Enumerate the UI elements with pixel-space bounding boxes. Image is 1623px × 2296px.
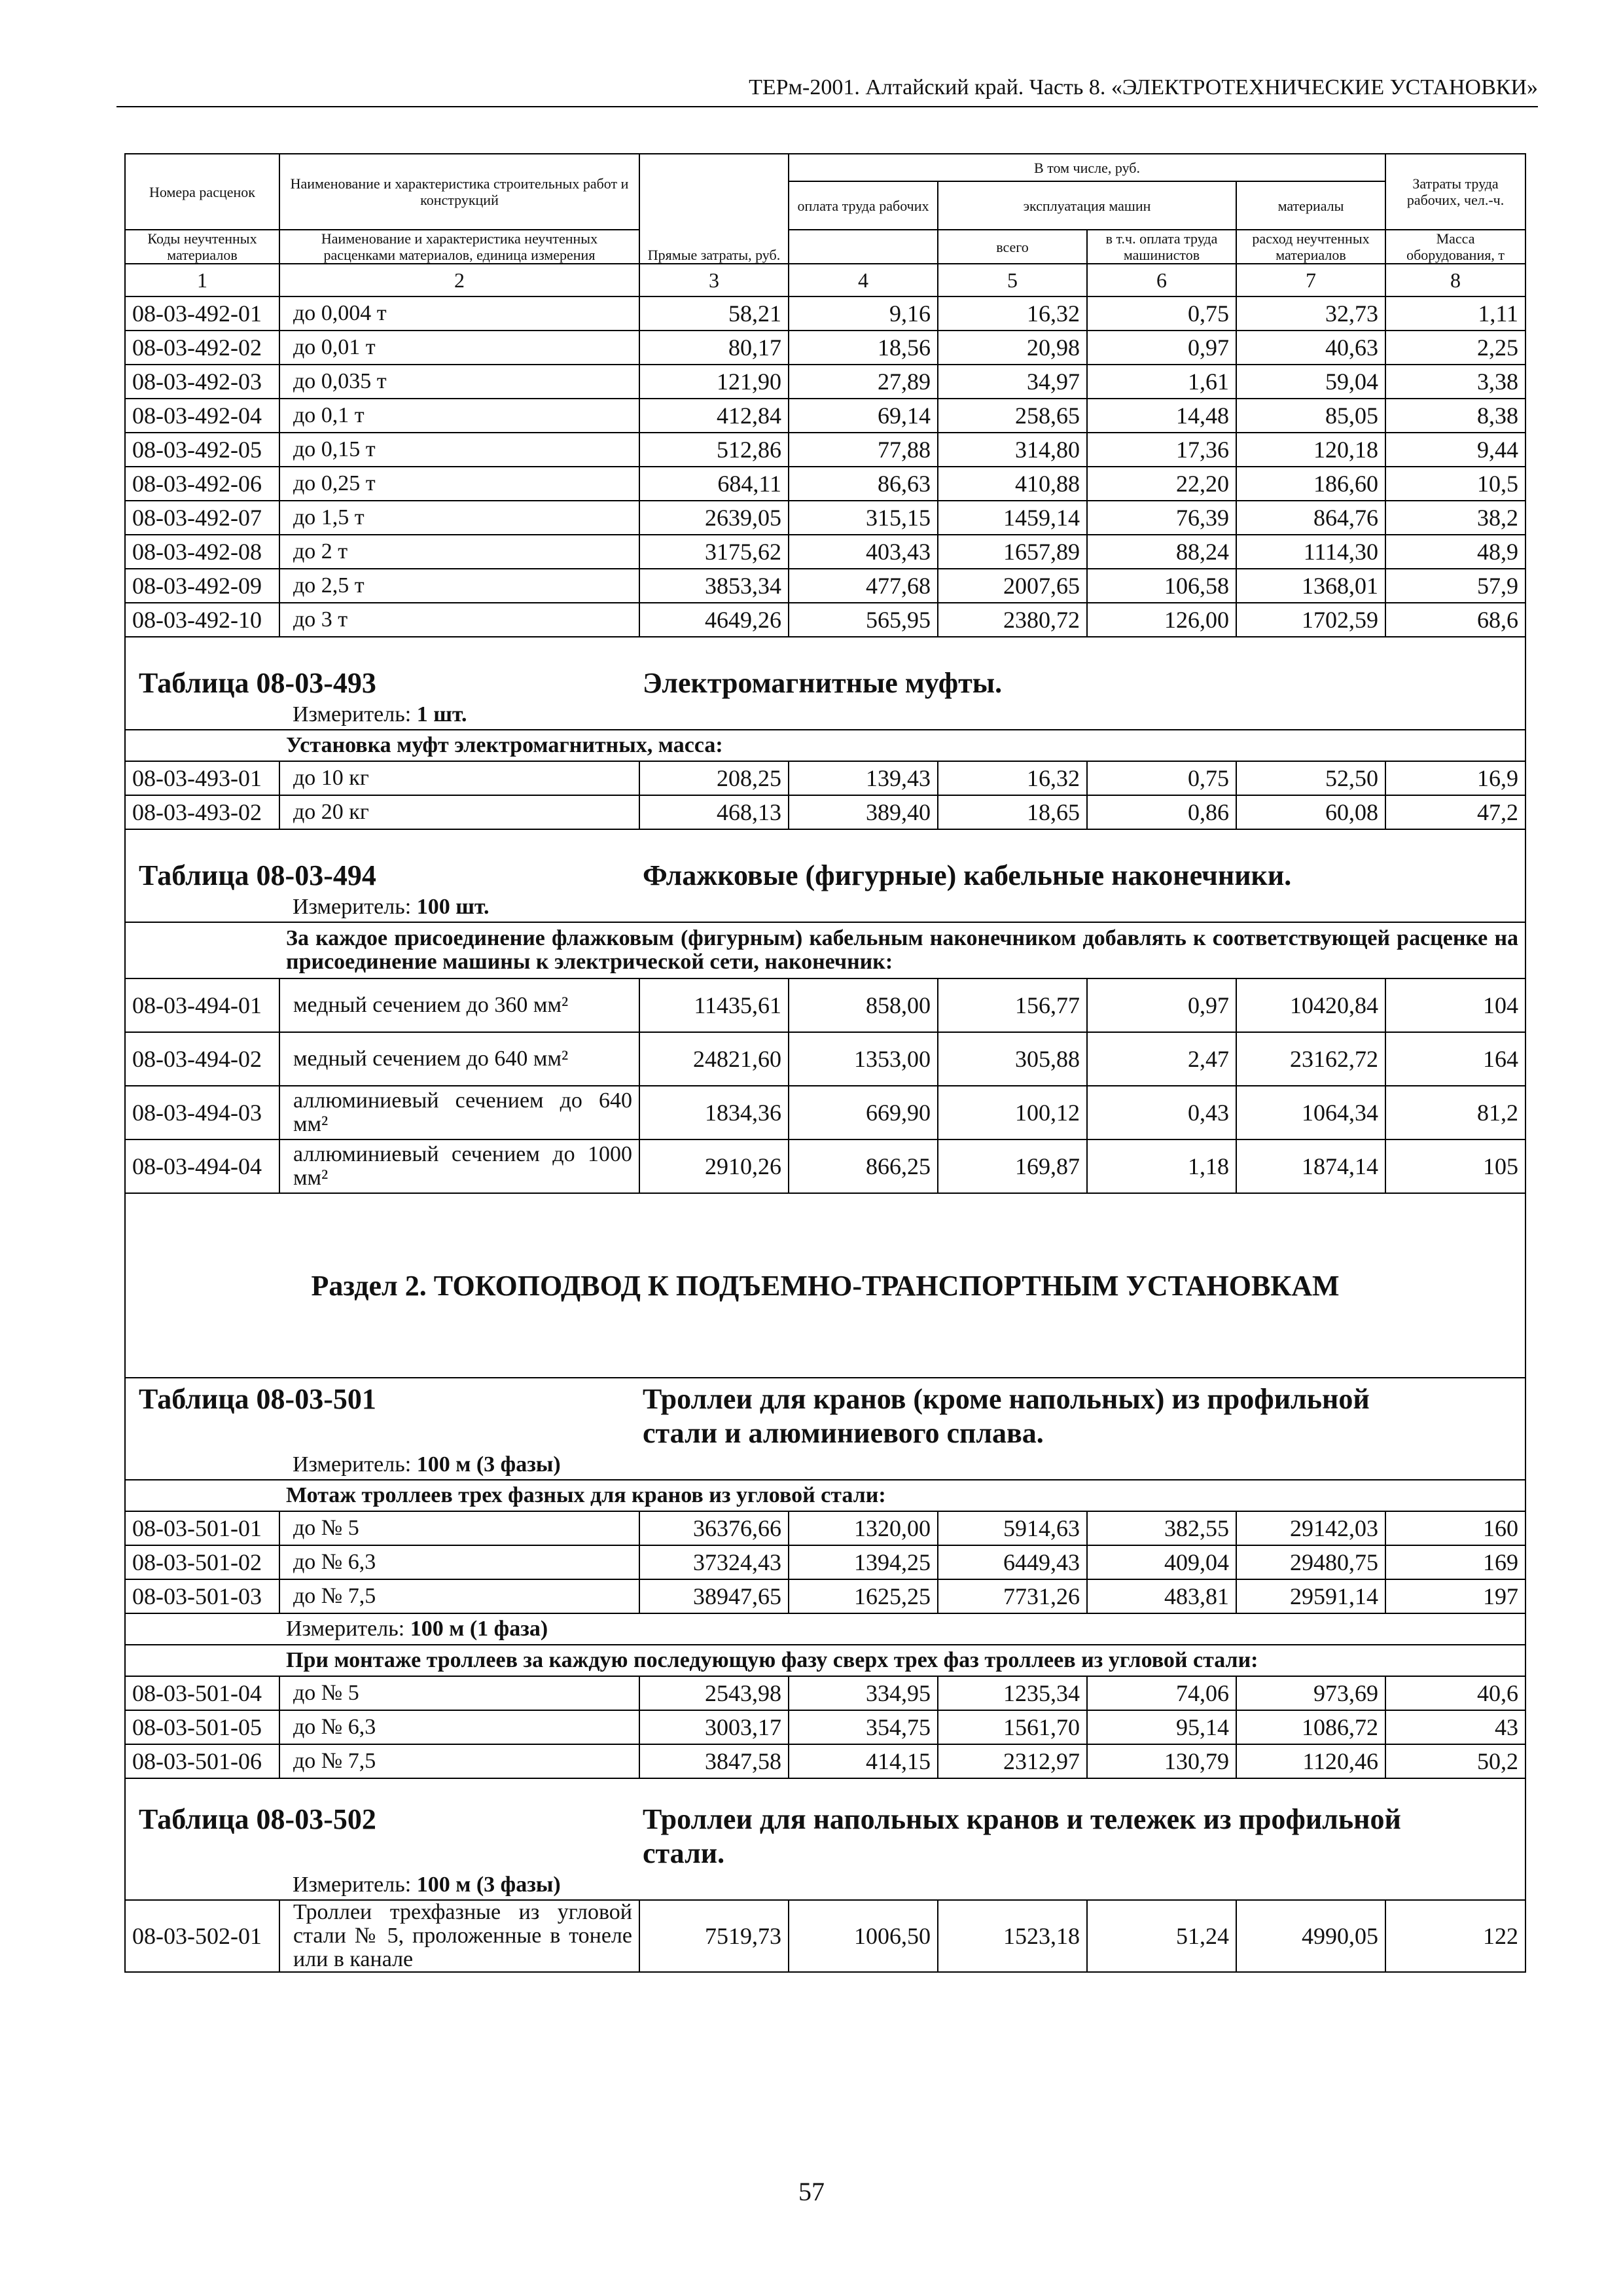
col4-header: оплата труда рабочих bbox=[789, 181, 938, 230]
rate-value: 684,11 bbox=[639, 467, 789, 501]
table-row bbox=[125, 331, 1525, 365]
rate-value: 314,80 bbox=[938, 433, 1087, 467]
rate-value: 16,9 bbox=[1385, 761, 1525, 795]
rate-value: 105 bbox=[1385, 1139, 1525, 1193]
col-num: 6 bbox=[1087, 264, 1236, 296]
rate-value: 1368,01 bbox=[1236, 569, 1385, 603]
rate-value: 354,75 bbox=[789, 1710, 938, 1744]
rate-value: 315,15 bbox=[789, 501, 938, 535]
incl-header: В том числе, руб. bbox=[789, 154, 1385, 181]
table-492-body bbox=[125, 296, 1525, 637]
table-title: Электромагнитные муфты. bbox=[643, 667, 1003, 699]
rate-value: 669,90 bbox=[789, 1086, 938, 1139]
rate-value: 58,21 bbox=[639, 296, 789, 331]
rate-code: 08-03-494-04 bbox=[125, 1139, 279, 1193]
rate-description: до 0,035 т bbox=[279, 365, 639, 399]
unit-line: Измеритель: 1 шт. bbox=[293, 702, 467, 726]
rate-value: 34,97 bbox=[938, 365, 1087, 399]
table-row bbox=[125, 535, 1525, 569]
rate-value: 483,81 bbox=[1087, 1579, 1236, 1613]
rate-value: 59,04 bbox=[1236, 365, 1385, 399]
rate-value: 4990,05 bbox=[1236, 1900, 1385, 1972]
rate-description: до 0,01 т bbox=[279, 331, 639, 365]
rate-value: 2,47 bbox=[1087, 1032, 1236, 1086]
rate-value: 1320,00 bbox=[789, 1511, 938, 1545]
table-row bbox=[125, 1139, 1525, 1193]
rate-code: 08-03-501-04 bbox=[125, 1676, 279, 1710]
rate-value: 43 bbox=[1385, 1710, 1525, 1744]
rate-value: 10420,84 bbox=[1236, 978, 1385, 1032]
table-heading bbox=[132, 859, 1518, 893]
rate-value: 305,88 bbox=[938, 1032, 1087, 1086]
rate-value: 106,58 bbox=[1087, 569, 1236, 603]
rate-value: 88,24 bbox=[1087, 535, 1236, 569]
rate-description: до № 6,3 bbox=[279, 1545, 639, 1579]
rate-value: 1006,50 bbox=[789, 1900, 938, 1972]
rate-value: 23162,72 bbox=[1236, 1032, 1385, 1086]
rate-code: 08-03-501-06 bbox=[125, 1744, 279, 1778]
rate-value: 3847,58 bbox=[639, 1744, 789, 1778]
table-502-body bbox=[125, 1900, 1525, 1972]
rate-code: 08-03-501-02 bbox=[125, 1545, 279, 1579]
rate-description: до 0,25 т bbox=[279, 467, 639, 501]
rate-value: 1353,00 bbox=[789, 1032, 938, 1086]
rate-value: 403,43 bbox=[789, 535, 938, 569]
table-row bbox=[125, 1710, 1525, 1744]
rate-value: 3853,34 bbox=[639, 569, 789, 603]
rate-value: 16,32 bbox=[938, 296, 1087, 331]
rate-code: 08-03-492-05 bbox=[125, 433, 279, 467]
rate-value: 1702,59 bbox=[1236, 603, 1385, 637]
header-row-1 bbox=[125, 154, 1525, 181]
col8-header-top: Затраты труда рабочих, чел.-ч. bbox=[1385, 154, 1525, 230]
rate-value: 40,63 bbox=[1236, 331, 1385, 365]
rate-value: 17,36 bbox=[1087, 433, 1236, 467]
table-row bbox=[125, 795, 1525, 829]
rate-value: 164 bbox=[1385, 1032, 1525, 1086]
rate-value: 2543,98 bbox=[639, 1676, 789, 1710]
table-heading bbox=[132, 1382, 1518, 1450]
rate-value: 1235,34 bbox=[938, 1676, 1087, 1710]
rate-description: до № 5 bbox=[279, 1511, 639, 1545]
rate-value: 139,43 bbox=[789, 761, 938, 795]
rate-value: 1561,70 bbox=[938, 1710, 1087, 1744]
rate-value: 0,86 bbox=[1087, 795, 1236, 829]
table-number: Таблица 08-03-494 bbox=[139, 859, 376, 891]
rate-value: 0,97 bbox=[1087, 331, 1236, 365]
table-row bbox=[125, 1900, 1525, 1972]
rate-value: 50,2 bbox=[1385, 1744, 1525, 1778]
rate-description: до 0,15 т bbox=[279, 433, 639, 467]
rate-value: 208,25 bbox=[639, 761, 789, 795]
col-num: 2 bbox=[279, 264, 639, 296]
table-row bbox=[125, 603, 1525, 637]
rate-value: 77,88 bbox=[789, 433, 938, 467]
col-num: 1 bbox=[125, 264, 279, 296]
rate-value: 9,44 bbox=[1385, 433, 1525, 467]
table-494-body bbox=[125, 978, 1525, 1193]
unit-line: Измеритель: 100 м (3 фазы) bbox=[293, 1873, 561, 1897]
rate-value: 86,63 bbox=[789, 467, 938, 501]
rate-value: 186,60 bbox=[1236, 467, 1385, 501]
table-subtitle: Установка муфт электромагнитных, масса: bbox=[279, 730, 1525, 761]
rate-value: 27,89 bbox=[789, 365, 938, 399]
rate-code: 08-03-492-07 bbox=[125, 501, 279, 535]
rate-value: 468,13 bbox=[639, 795, 789, 829]
rate-description: до 2 т bbox=[279, 535, 639, 569]
col2-header-bottom: Наименование и характеристика неучтенных расценками материалов, единица измерения bbox=[279, 230, 639, 264]
rate-value: 3175,62 bbox=[639, 535, 789, 569]
rate-value: 1,61 bbox=[1087, 365, 1236, 399]
rate-value: 100,12 bbox=[938, 1086, 1087, 1139]
rate-code: 08-03-492-01 bbox=[125, 296, 279, 331]
table-number: Таблица 08-03-501 bbox=[139, 1383, 376, 1415]
rate-value: 0,75 bbox=[1087, 296, 1236, 331]
rate-value: 858,00 bbox=[789, 978, 938, 1032]
rate-value: 14,48 bbox=[1087, 399, 1236, 433]
rate-description: медный сечением до 360 мм² bbox=[279, 978, 639, 1032]
table-row bbox=[125, 569, 1525, 603]
rate-value: 169 bbox=[1385, 1545, 1525, 1579]
rate-value: 1120,46 bbox=[1236, 1744, 1385, 1778]
rate-value: 69,14 bbox=[789, 399, 938, 433]
rate-value: 10,5 bbox=[1385, 467, 1525, 501]
rate-value: 864,76 bbox=[1236, 501, 1385, 535]
rate-value: 3003,17 bbox=[639, 1710, 789, 1744]
rate-value: 18,65 bbox=[938, 795, 1087, 829]
rate-value: 412,84 bbox=[639, 399, 789, 433]
rate-code: 08-03-493-01 bbox=[125, 761, 279, 795]
rate-code: 08-03-502-01 bbox=[125, 1900, 279, 1972]
rate-value: 80,17 bbox=[639, 331, 789, 365]
rate-value: 18,56 bbox=[789, 331, 938, 365]
rate-value: 76,39 bbox=[1087, 501, 1236, 535]
rate-description: до № 5 bbox=[279, 1676, 639, 1710]
rate-description: аллюминиевый сечением до 1000 мм² bbox=[279, 1139, 639, 1193]
rate-value: 477,68 bbox=[789, 569, 938, 603]
col1-header-top: Номера расценок bbox=[125, 154, 279, 230]
rate-value: 414,15 bbox=[789, 1744, 938, 1778]
rate-value: 81,2 bbox=[1385, 1086, 1525, 1139]
rate-value: 52,50 bbox=[1236, 761, 1385, 795]
rate-value: 24821,60 bbox=[639, 1032, 789, 1086]
rate-value: 0,75 bbox=[1087, 761, 1236, 795]
table-row bbox=[125, 978, 1525, 1032]
rate-value: 0,97 bbox=[1087, 978, 1236, 1032]
rate-description: до № 6,3 bbox=[279, 1710, 639, 1744]
rate-code: 08-03-493-02 bbox=[125, 795, 279, 829]
rate-description: до 0,004 т bbox=[279, 296, 639, 331]
col-num: 4 bbox=[789, 264, 938, 296]
rate-value: 95,14 bbox=[1087, 1710, 1236, 1744]
table-row bbox=[125, 467, 1525, 501]
rate-value: 104 bbox=[1385, 978, 1525, 1032]
rate-value: 68,6 bbox=[1385, 603, 1525, 637]
table-501-body-2 bbox=[125, 1676, 1525, 1778]
table-row bbox=[125, 365, 1525, 399]
table-subtitle: За каждое присоединение флажковым (фигурным) кабельным наконечником добавлять к соответствующей расценке на присоединение машины к электрической сети, наконечник: bbox=[279, 922, 1525, 978]
rate-value: 0,43 bbox=[1087, 1086, 1236, 1139]
rate-description: медный сечением до 640 мм² bbox=[279, 1032, 639, 1086]
rate-value: 409,04 bbox=[1087, 1545, 1236, 1579]
column-number-row bbox=[125, 264, 1525, 296]
rate-value: 1064,34 bbox=[1236, 1086, 1385, 1139]
rate-code: 08-03-492-04 bbox=[125, 399, 279, 433]
rate-code: 08-03-494-03 bbox=[125, 1086, 279, 1139]
rate-value: 51,24 bbox=[1087, 1900, 1236, 1972]
rate-value: 38947,65 bbox=[639, 1579, 789, 1613]
materials-header: материалы bbox=[1236, 181, 1385, 230]
rate-value: 2639,05 bbox=[639, 501, 789, 535]
rate-value: 8,38 bbox=[1385, 399, 1525, 433]
rate-value: 1834,36 bbox=[639, 1086, 789, 1139]
table-row bbox=[125, 1086, 1525, 1139]
rate-value: 1086,72 bbox=[1236, 1710, 1385, 1744]
table-row bbox=[125, 296, 1525, 331]
table-number: Таблица 08-03-502 bbox=[139, 1803, 376, 1835]
rate-description: до № 7,5 bbox=[279, 1579, 639, 1613]
rate-value: 1657,89 bbox=[938, 535, 1087, 569]
table-row bbox=[125, 1511, 1525, 1545]
rate-value: 60,08 bbox=[1236, 795, 1385, 829]
rate-code: 08-03-501-03 bbox=[125, 1579, 279, 1613]
rate-value: 197 bbox=[1385, 1579, 1525, 1613]
table-title: Троллеи для напольных кранов и тележек из профильной стали. bbox=[643, 1803, 1401, 1869]
table-title: Флажковые (фигурные) кабельные наконечники. bbox=[643, 859, 1292, 891]
rate-value: 410,88 bbox=[938, 467, 1087, 501]
rate-value: 29142,03 bbox=[1236, 1511, 1385, 1545]
rate-description: аллюминиевый сечением до 640 мм² bbox=[279, 1086, 639, 1139]
rate-value: 1394,25 bbox=[789, 1545, 938, 1579]
col-num: 7 bbox=[1236, 264, 1385, 296]
rate-value: 85,05 bbox=[1236, 399, 1385, 433]
col3-header: Прямые затраты, руб. bbox=[639, 154, 789, 264]
page-number: 57 bbox=[798, 2177, 825, 2206]
rate-value: 121,90 bbox=[639, 365, 789, 399]
rate-value: 29591,14 bbox=[1236, 1579, 1385, 1613]
rate-value: 22,20 bbox=[1087, 467, 1236, 501]
table-row bbox=[125, 1676, 1525, 1710]
rate-value: 258,65 bbox=[938, 399, 1087, 433]
unit-line: Измеритель: 100 шт. bbox=[293, 895, 490, 919]
table-row bbox=[125, 1579, 1525, 1613]
table-501-body bbox=[125, 1511, 1525, 1613]
col-num: 8 bbox=[1385, 264, 1525, 296]
table-subtitle: Мотаж троллеев трех фазных для кранов из угловой стали: bbox=[279, 1480, 1525, 1511]
col1-header-bottom: Коды неучтенных материалов bbox=[125, 230, 279, 264]
rate-value: 866,25 bbox=[789, 1139, 938, 1193]
section-heading: Раздел 2. ТОКОПОДВОД К ПОДЪЕМНО-ТРАНСПОРТНЫМ УСТАНОВКАМ bbox=[125, 1193, 1525, 1378]
rate-value: 2,25 bbox=[1385, 331, 1525, 365]
running-header: ТЕРм-2001. Алтайский край. Часть 8. «ЭЛЕКТРОТЕХНИЧЕСКИЕ УСТАНОВКИ» bbox=[116, 69, 1538, 107]
table-row bbox=[125, 1744, 1525, 1778]
rate-description: до 20 кг bbox=[279, 795, 639, 829]
rate-value: 334,95 bbox=[789, 1676, 938, 1710]
rate-value: 1,18 bbox=[1087, 1139, 1236, 1193]
rate-value: 130,79 bbox=[1087, 1744, 1236, 1778]
rate-value: 2007,65 bbox=[938, 569, 1087, 603]
unit-line: Измеритель: 100 м (1 фаза) bbox=[279, 1613, 1525, 1645]
rate-code: 08-03-492-10 bbox=[125, 603, 279, 637]
table-subtitle: При монтаже троллеев за каждую последующую фазу сверх трех фаз троллеев из угловой стали: bbox=[279, 1645, 1525, 1676]
rate-description: до 1,5 т bbox=[279, 501, 639, 535]
unit-line: Измеритель: 100 м (3 фазы) bbox=[293, 1452, 561, 1477]
rate-value: 20,98 bbox=[938, 331, 1087, 365]
table-title: Троллеи для кранов (кроме напольных) из профильной стали и алюминиевого сплава. bbox=[643, 1383, 1370, 1449]
rate-code: 08-03-492-06 bbox=[125, 467, 279, 501]
rate-code: 08-03-501-01 bbox=[125, 1511, 279, 1545]
rate-value: 160 bbox=[1385, 1511, 1525, 1545]
table-heading bbox=[132, 1803, 1518, 1871]
table-row bbox=[125, 761, 1525, 795]
table-row bbox=[125, 433, 1525, 467]
col8-header-bottom: Масса оборудования, т bbox=[1385, 230, 1525, 264]
rate-value: 1,11 bbox=[1385, 296, 1525, 331]
rate-description: до 3 т bbox=[279, 603, 639, 637]
rate-code: 08-03-501-05 bbox=[125, 1710, 279, 1744]
machines-header: эксплуатация машин bbox=[938, 181, 1236, 230]
rate-value: 1523,18 bbox=[938, 1900, 1087, 1972]
table-number: Таблица 08-03-493 bbox=[139, 667, 376, 699]
rate-value: 48,9 bbox=[1385, 535, 1525, 569]
col-num: 5 bbox=[938, 264, 1087, 296]
rate-value: 29480,75 bbox=[1236, 1545, 1385, 1579]
rate-value: 156,77 bbox=[938, 978, 1087, 1032]
rate-code: 08-03-494-02 bbox=[125, 1032, 279, 1086]
rate-code: 08-03-492-02 bbox=[125, 331, 279, 365]
table-493-body bbox=[125, 761, 1525, 829]
rate-value: 120,18 bbox=[1236, 433, 1385, 467]
rate-description: до № 7,5 bbox=[279, 1744, 639, 1778]
col5-header: всего bbox=[938, 230, 1087, 264]
rate-value: 389,40 bbox=[789, 795, 938, 829]
rate-value: 36376,66 bbox=[639, 1511, 789, 1545]
table-row bbox=[125, 1032, 1525, 1086]
rate-value: 126,00 bbox=[1087, 603, 1236, 637]
rate-code: 08-03-492-08 bbox=[125, 535, 279, 569]
rate-description: Троллеи трехфазные из угловой стали № 5, проложенные в тонеле или в канале bbox=[279, 1900, 639, 1972]
rate-value: 4649,26 bbox=[639, 603, 789, 637]
col2-header-top: Наименование и характеристика строительных работ и конструкций bbox=[279, 154, 639, 230]
rate-value: 512,86 bbox=[639, 433, 789, 467]
rate-value: 9,16 bbox=[789, 296, 938, 331]
rates-table bbox=[124, 153, 1526, 1973]
table-row bbox=[125, 501, 1525, 535]
rate-value: 122 bbox=[1385, 1900, 1525, 1972]
rate-description: до 10 кг bbox=[279, 761, 639, 795]
rate-description: до 2,5 т bbox=[279, 569, 639, 603]
rate-value: 7519,73 bbox=[639, 1900, 789, 1972]
rate-value: 6449,43 bbox=[938, 1545, 1087, 1579]
rate-value: 74,06 bbox=[1087, 1676, 1236, 1710]
rate-value: 5914,63 bbox=[938, 1511, 1087, 1545]
rate-value: 2910,26 bbox=[639, 1139, 789, 1193]
rate-value: 40,6 bbox=[1385, 1676, 1525, 1710]
rate-value: 2380,72 bbox=[938, 603, 1087, 637]
rate-description: до 0,1 т bbox=[279, 399, 639, 433]
rate-value: 7731,26 bbox=[938, 1579, 1087, 1613]
rate-value: 1625,25 bbox=[789, 1579, 938, 1613]
rate-value: 47,2 bbox=[1385, 795, 1525, 829]
rate-value: 565,95 bbox=[789, 603, 938, 637]
rate-value: 38,2 bbox=[1385, 501, 1525, 535]
rate-value: 2312,97 bbox=[938, 1744, 1087, 1778]
col6-header: в т.ч. оплата труда машинистов bbox=[1087, 230, 1236, 264]
rate-value: 37324,43 bbox=[639, 1545, 789, 1579]
rate-value: 32,73 bbox=[1236, 296, 1385, 331]
table-heading bbox=[132, 666, 1518, 700]
rate-value: 1114,30 bbox=[1236, 535, 1385, 569]
table-row bbox=[125, 1545, 1525, 1579]
col7-header: расход неучтенных материалов bbox=[1236, 230, 1385, 264]
rate-code: 08-03-494-01 bbox=[125, 978, 279, 1032]
rate-value: 169,87 bbox=[938, 1139, 1087, 1193]
rate-value: 16,32 bbox=[938, 761, 1087, 795]
rate-value: 57,9 bbox=[1385, 569, 1525, 603]
col-num: 3 bbox=[639, 264, 789, 296]
rate-value: 3,38 bbox=[1385, 365, 1525, 399]
rate-value: 1874,14 bbox=[1236, 1139, 1385, 1193]
table-row bbox=[125, 399, 1525, 433]
rate-value: 382,55 bbox=[1087, 1511, 1236, 1545]
rate-code: 08-03-492-09 bbox=[125, 569, 279, 603]
rate-code: 08-03-492-03 bbox=[125, 365, 279, 399]
rate-value: 1459,14 bbox=[938, 501, 1087, 535]
rate-value: 973,69 bbox=[1236, 1676, 1385, 1710]
rate-value: 11435,61 bbox=[639, 978, 789, 1032]
